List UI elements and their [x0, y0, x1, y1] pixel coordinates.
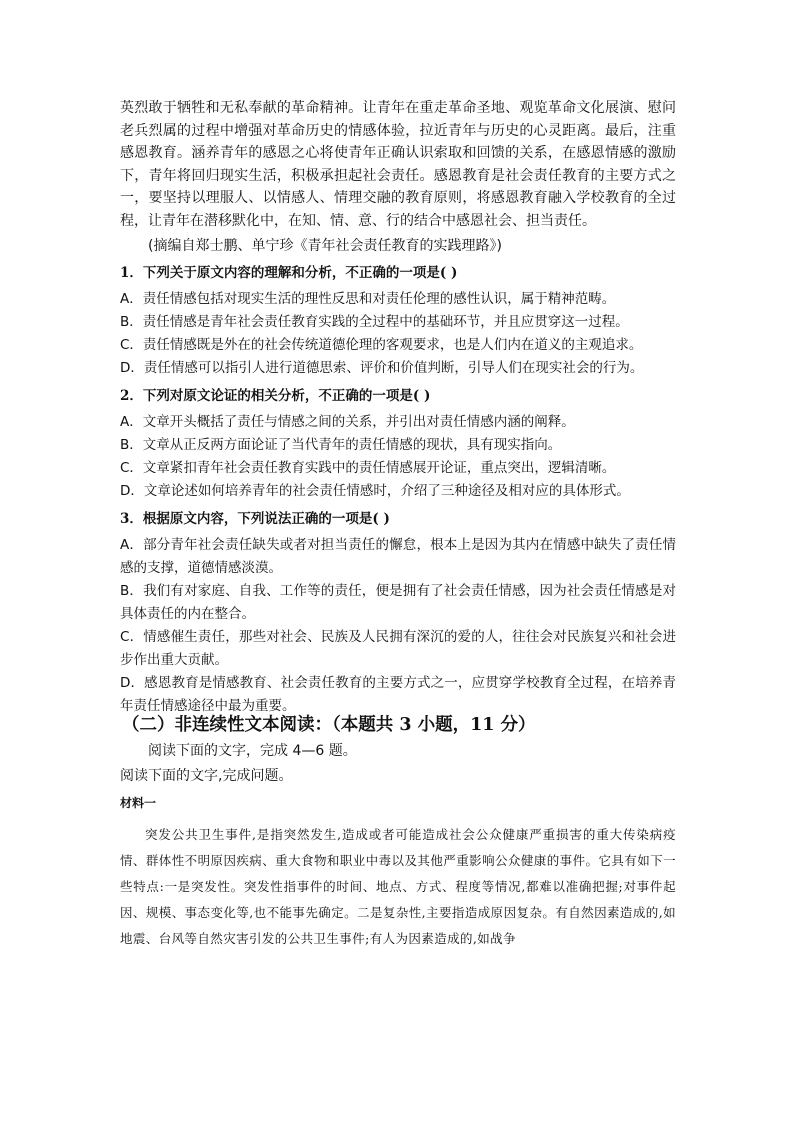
question-2-option-b: B．文章从正反两方面论证了当代青年的责任情感的现状，具有现实指向。	[120, 437, 562, 453]
question-1-option-b: B．责任情感是青年社会责任教育实践的全过程中的基础环节，并且应贯穿这一过程。	[120, 314, 629, 330]
question-3-option-a: A．部分青年社会责任缺失或者对担当责任的懈怠，根本上是因为其内在情感中缺失了责任情感的支撑，道德情感淡漠。	[120, 537, 676, 576]
section-2-heading: （二）非连续性文本阅读：（本题共 3 小题，11 分）	[122, 715, 536, 735]
question-2-option-c: C．文章紧扣青年社会责任教育实践中的责任情感展开论证，重点突出，逻辑清晰。	[120, 460, 616, 476]
material-1-text: 突发公共卫生事件,是指突然发生,造成或者可能造成社会公众健康严重损害的重大传染病疫情、群体性不明原因疾病、重大食物和职业中毒以及其他严重影响公众健康的事件。它具有如下一些特点:一是突发性。突发性指事件的时间、地点、方式、程度等情况,都难以准确把握;对事件起因、规模、事态变化等,也不能事先确定。二是复杂性,主要指造成原因复杂。有自然因素造成的,如地震、台风等自然灾害引发的公共卫生事件;有人为因素造成的,如战争	[120, 827, 676, 946]
question-1-option-c: C．责任情感既是外在的社会传统道德伦理的客观要求，也是人们内在道义的主观追求。	[120, 337, 643, 353]
passage-paragraph: 英烈敢于牺牲和无私奉献的革命精神。让青年在重走革命圣地、观览革命文化展演、慰问老兵烈属的过程中增强对革命历史的情感体验，拉近青年与历史的心灵距离。最后，注重感恩教育。涵养青年的感恩之心将使青年正确认识索取和回馈的关系，在感恩情感的激励下，青年将回归现实生活，积极承担起社会责任。感恩教育是社会责任教育的主要方式之一，要坚持以理服人、以情感人、情理交融的教育原则，将感恩教育融入学校教育的全过程，让青年在潜移默化中，在知、情、意、行的结合中感恩社会、担当责任。	[120, 100, 676, 229]
question-3-option-b: B．我们有对家庭、自我、工作等的责任，便是拥有了社会责任情感，因为社会责任情感是对具体责任的内在整合。	[120, 583, 676, 622]
passage-source: (摘编自郑士鹏、单宁珍《青年社会责任教育的实践理路》)	[148, 238, 502, 254]
question-3-stem: 3．根据原文内容，下列说法正确的一项是( )	[120, 511, 390, 527]
section-2-instruction: 阅读下面的文字，完成 4—6 题。	[148, 743, 357, 759]
question-1-stem: 1．下列关于原文内容的理解和分析，不正确的一项是( )	[120, 265, 458, 281]
question-1-option-d: D．责任情感可以指引人进行道德思索、评价和价值判断，引导人们在现实社会的行为。	[120, 360, 644, 376]
question-3-option-d: D．感恩教育是情感教育、社会责任教育的主要方式之一，应贯穿学校教育全过程，在培养青年责任情感途径中最为重要。	[120, 675, 676, 714]
question-2-stem: 2．下列对原文论证的相关分析，不正确的一项是( )	[120, 388, 431, 404]
question-3-option-c: C．情感催生责任，那些对社会、民族及人民拥有深沉的爱的人，往往会对民族复兴和社会进步作出重大贡献。	[120, 629, 676, 668]
question-2-option-a: A．文章开头概括了责任与情感之间的关系，并引出对责任情感内涵的阐释。	[120, 414, 575, 430]
material-1-label: 材料一	[120, 796, 157, 810]
section-2-instruction-alt: 阅读下面的文字,完成问题。	[120, 768, 293, 784]
question-2-option-d: D．文章论述如何培养青年的社会责任情感时，介绍了三种途径及相对应的具体形式。	[120, 483, 630, 499]
question-1-option-a: A．责任情感包括对现实生活的理性反思和对责任伦理的感性认识，属于精神范畴。	[120, 291, 616, 307]
